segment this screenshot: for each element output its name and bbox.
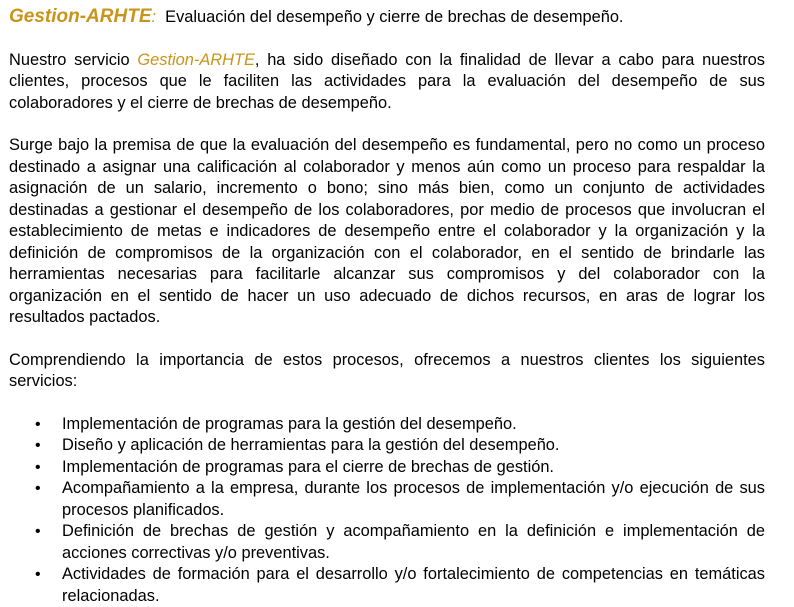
intro-text-after: , ha sido diseñado con la finalidad de llevar a cabo para nuestros clientes, procesos que le faciliten las actividades para la evaluación del desempeño de sus colaboradores y el cierre de brechas de desempeño. [9, 50, 765, 112]
bullet-icon: • [35, 437, 41, 454]
document-body [9, 6, 765, 607]
list-item [9, 564, 765, 607]
services-intro-paragraph: Comprendiendo la importancia de estos procesos, ofrecemos a nuestros clientes los siguientes servicios: [9, 350, 765, 390]
bullet-icon: • [35, 566, 41, 583]
document-heading [9, 6, 765, 29]
bullet-icon: • [35, 480, 41, 497]
heading-title: Evaluación del desempeño y cierre de brechas de desempeño. [165, 8, 624, 26]
list-item [9, 414, 765, 436]
heading-colon: : [151, 8, 157, 26]
service-text: Diseño y aplicación de herramientas para la gestión del desempeño. [62, 436, 560, 454]
service-text: Acompañamiento a la empresa, durante los procesos de implementación y/o ejecución de sus procesos planificados. [62, 479, 765, 519]
service-text: Actividades de formación para el desarrollo y/o fortalecimiento de competencias en temáticas relacionadas. [62, 565, 765, 605]
services-list [9, 414, 765, 607]
service-text: Implementación de programas para la gestión del desempeño. [62, 414, 517, 433]
bullet-icon: • [35, 458, 41, 476]
list-item [9, 457, 765, 479]
service-text: Implementación de programas para el cierre de brechas de gestión. [62, 457, 554, 476]
intro-text-before: Nuestro servicio [9, 50, 138, 69]
intro-brand-name: Gestion-ARHTE [137, 50, 255, 69]
list-item [9, 435, 765, 457]
service-text: Definición de brechas de gestión y acompañamiento en la definición e implementación de acciones correctivas y/o preventivas. [62, 522, 765, 562]
bullet-icon: • [35, 523, 41, 540]
bullet-icon: • [35, 415, 41, 433]
intro-paragraph [9, 50, 765, 115]
list-item [9, 478, 765, 521]
list-item [9, 521, 765, 564]
premise-paragraph: Surge bajo la premisa de que la evaluación del desempeño es fundamental, pero no como un proceso destinado a asignar una calificación al colaborador y menos aún como un proceso para respaldar la asignación de un salario, incremento o bono; sino más bien, como un conjunto de actividades destinadas a gestionar el desempeño de los colaboradores, por medio de procesos que involucran el establecimiento de metas e indicadores de desempeño entre el colaborador y la organización y la definición de compromisos de la organización con el colaborador, en el sentido de brindarle las herramientas necesarias para facilitarle alcanzar sus compromisos y del colaborador con la organización en el sentido de hacer un uso adecuado de dichos recursos, en aras de lograr los resultados pactados. [9, 136, 765, 326]
brand-name: Gestion-ARHTE [9, 6, 152, 27]
